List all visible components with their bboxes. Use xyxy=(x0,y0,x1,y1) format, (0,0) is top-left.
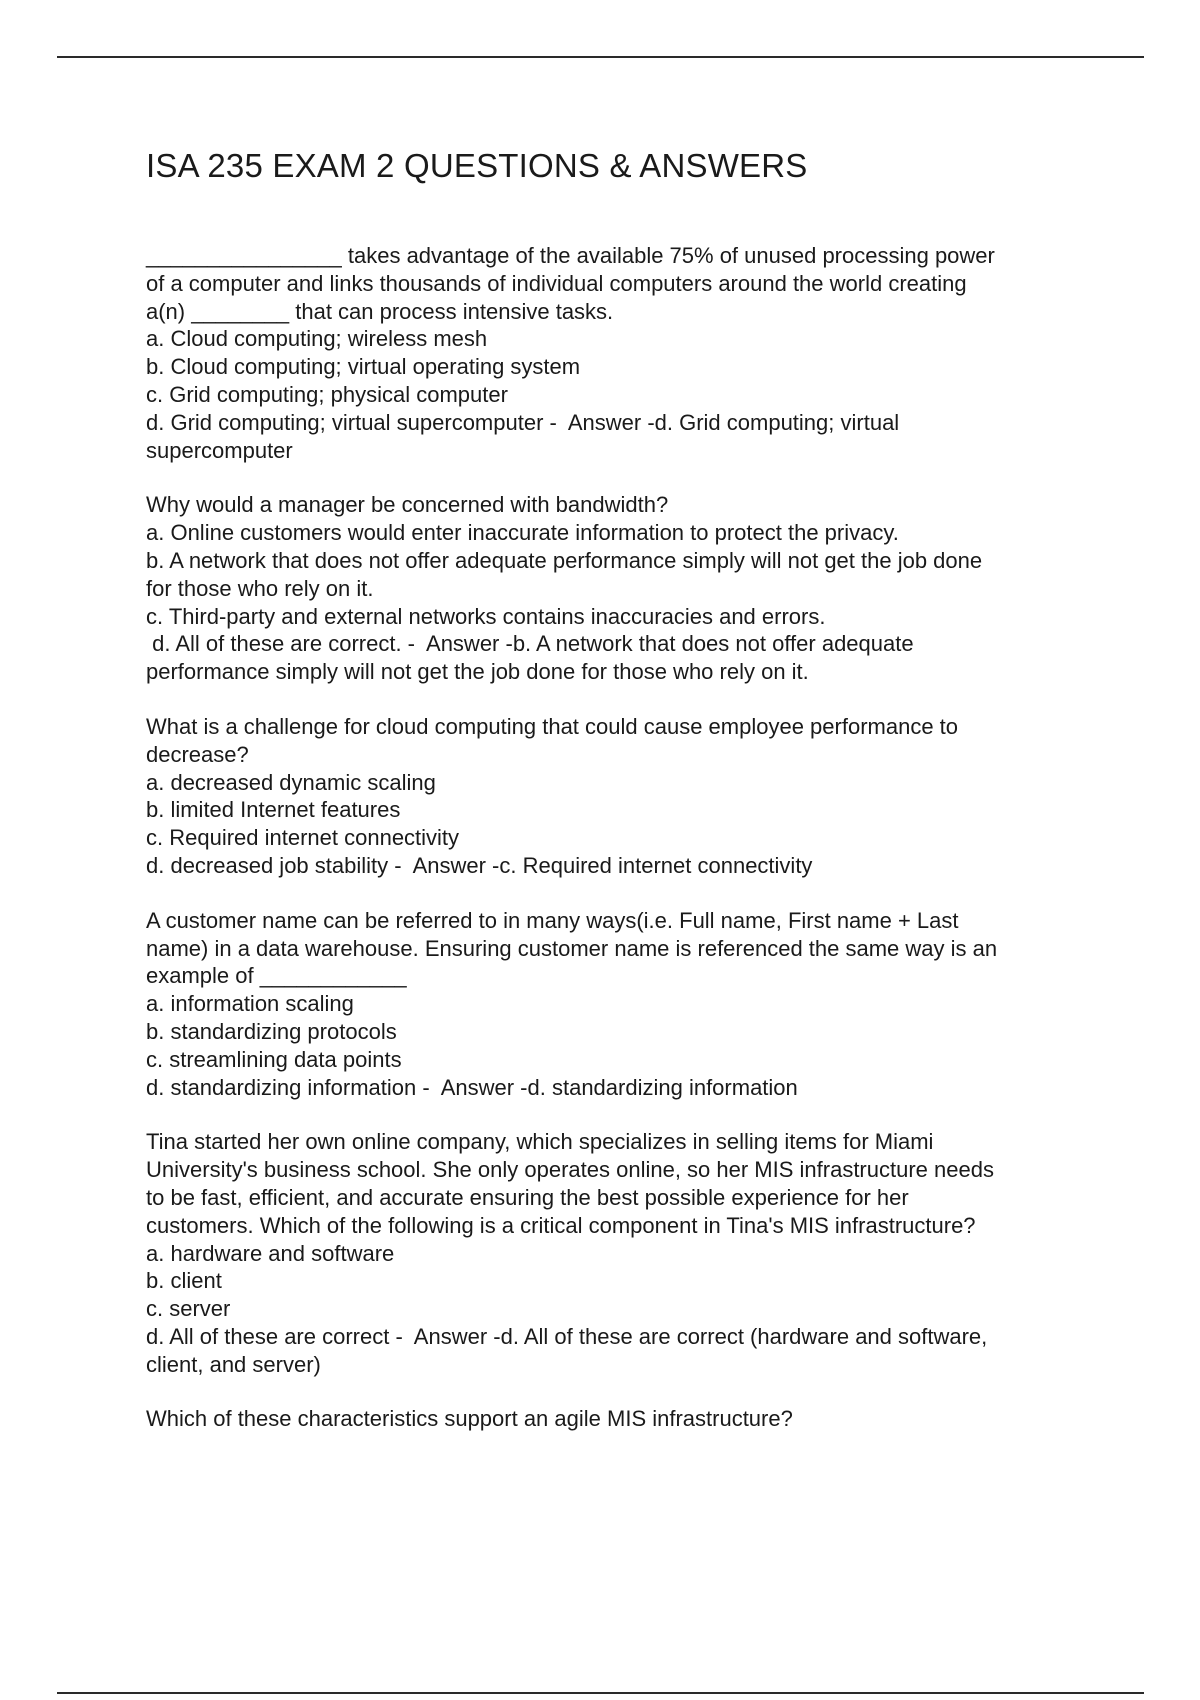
question-line: b. limited Internet features xyxy=(146,797,401,823)
question-line: performance simply will not get the job done for those who rely on it. xyxy=(146,659,809,685)
question-line: decrease? xyxy=(146,741,249,767)
question-line: c. Grid computing; physical computer xyxy=(146,381,508,407)
question-line: a. Online customers would enter inaccurate information to protect the privacy. xyxy=(146,520,899,546)
question-line: a. decreased dynamic scaling xyxy=(146,769,436,795)
question-line: Why would a manager be concerned with bandwidth? xyxy=(146,492,669,518)
question-line: b. client xyxy=(146,1268,222,1294)
question-line: University's business school. She only operates online, so her MIS infrastructure needs xyxy=(146,1157,994,1183)
question-line: supercomputer xyxy=(146,437,293,463)
question-block xyxy=(146,242,1106,464)
question-line: d. All of these are correct - Answer -d. All of these are correct (hardware and software, xyxy=(146,1323,988,1349)
question-line: d. Grid computing; virtual supercomputer - Answer -d. Grid computing; virtual xyxy=(146,409,900,435)
question-line: to be fast, efficient, and accurate ensuring the best possible experience for her xyxy=(146,1184,909,1210)
question-line: A customer name can be referred to in many ways(i.e. Full name, First name + Last xyxy=(146,907,959,933)
top-rule xyxy=(57,56,1144,58)
question-line: customers. Which of the following is a critical component in Tina's MIS infrastructure? xyxy=(146,1212,976,1238)
question-line: c. Third-party and external networks contains inaccuracies and errors. xyxy=(146,603,826,629)
qa-list xyxy=(146,242,1106,1460)
question-block xyxy=(146,907,1106,1102)
question-line: a. information scaling xyxy=(146,991,354,1017)
question-line: ________________ takes advantage of the available 75% of unused processing power xyxy=(146,243,995,268)
question-line: b. Cloud computing; virtual operating system xyxy=(146,354,581,380)
question-block xyxy=(146,1128,1106,1378)
bottom-rule xyxy=(57,1692,1144,1694)
question-line: of a computer and links thousands of individual computers around the world creating xyxy=(146,270,967,296)
question-line: What is a challenge for cloud computing that could cause employee performance to xyxy=(146,713,959,739)
document-title: ISA 235 EXAM 2 QUESTIONS & ANSWERS xyxy=(146,147,808,184)
question-line: d. decreased job stability - Answer -c. Required internet connectivity xyxy=(146,852,813,878)
question-line: c. Required internet connectivity xyxy=(146,825,460,851)
question-block xyxy=(146,713,1106,880)
question-line: b. standardizing protocols xyxy=(146,1018,397,1044)
question-line: a. Cloud computing; wireless mesh xyxy=(146,326,488,352)
question-block xyxy=(146,1405,1106,1433)
question-line: name) in a data warehouse. Ensuring customer name is referenced the same way is an xyxy=(146,935,998,961)
question-line: d. All of these are correct. - Answer -b. A network that does not offer adequate xyxy=(146,631,914,657)
question-line: d. standardizing information - Answer -d. standardizing information xyxy=(146,1074,798,1100)
question-line: Tina started her own online company, which specializes in selling items for Miami xyxy=(146,1129,934,1155)
question-line: example of ____________ xyxy=(146,963,407,989)
question-line: b. A network that does not offer adequate performance simply will not get the job done xyxy=(146,547,983,573)
question-block xyxy=(146,491,1106,686)
question-line: Which of these characteristics support an agile MIS infrastructure? xyxy=(146,1406,793,1432)
question-line: c. streamlining data points xyxy=(146,1046,402,1072)
question-line: client, and server) xyxy=(146,1351,321,1377)
question-line: a. hardware and software xyxy=(146,1240,395,1266)
question-line: for those who rely on it. xyxy=(146,575,374,601)
question-line: a(n) ________ that can process intensive tasks. xyxy=(146,298,614,324)
question-line: c. server xyxy=(146,1296,231,1322)
